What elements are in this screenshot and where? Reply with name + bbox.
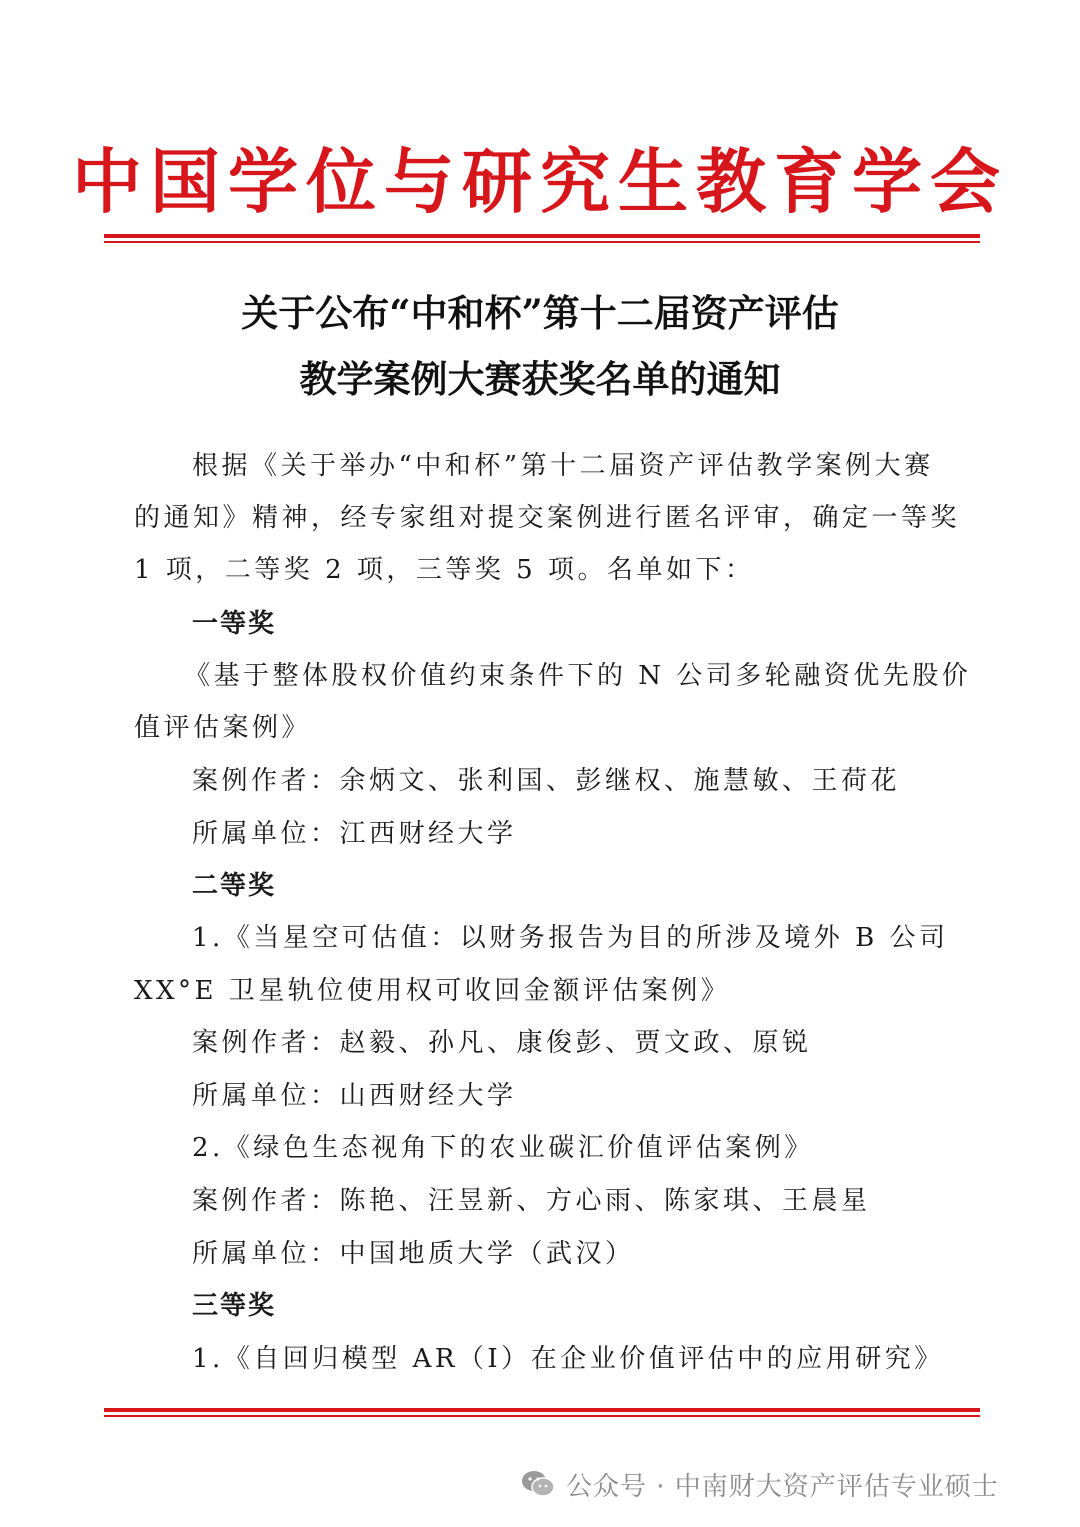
- organization-header: 中国学位与研究生教育学会: [72, 141, 1008, 223]
- document-title-line-2: 教学案例大赛获奖名单的通知: [299, 357, 781, 401]
- first-prize-affiliation: 所属单位：江西财经大学: [192, 819, 517, 849]
- intro-line-2: 的通知》精神，经专家组对提交案例进行匿名评审，确定一等奖: [134, 503, 961, 533]
- first-prize-heading: 一等奖: [192, 609, 277, 639]
- first-prize-authors: 案例作者：余炳文、张利国、彭继权、施慧敏、王荷花: [192, 766, 901, 796]
- second-prize-entry-1-case-line-1: 1.《当星空可估值：以财务报告为目的所涉及境外 B 公司: [192, 923, 949, 953]
- second-prize-heading: 二等奖: [192, 871, 277, 901]
- second-prize-entry-2-authors: 案例作者：陈艳、汪昱新、方心雨、陈家琪、王晨星: [192, 1186, 871, 1216]
- header-red-rule: [104, 234, 980, 244]
- footer-red-rule: [104, 1408, 980, 1418]
- document-title-line-1: 关于公布“中和杯”第十二届资产评估: [241, 291, 839, 335]
- intro-line-1: 根据《关于举办“中和杯”第十二届资产评估教学案例大赛: [192, 451, 934, 481]
- wechat-watermark: [520, 1462, 999, 1506]
- second-prize-entry-1-case-line-2: XX°E 卫星轨位使用权可收回金额评估案例》: [134, 976, 731, 1006]
- first-prize-case-line-2: 值评估案例》: [134, 713, 312, 743]
- second-prize-entry-1-authors: 案例作者：赵毅、孙凡、康俊彭、贾文政、原锐: [192, 1028, 812, 1058]
- intro-line-3: 1 项，二等奖 2 项，三等奖 5 项。名单如下：: [134, 555, 755, 585]
- first-prize-case-line-1: 《基于整体股权价值约束条件下的 N 公司多轮融资优先股价: [184, 661, 972, 691]
- third-prize-entry-1-case-line-1: 1.《自回归模型 AR（I）在企业价值评估中的应用研究》: [192, 1344, 944, 1374]
- wechat-icon: [520, 1469, 556, 1499]
- second-prize-entry-1-affiliation: 所属单位：山西财经大学: [192, 1081, 517, 1111]
- third-prize-heading: 三等奖: [192, 1291, 277, 1321]
- second-prize-entry-2-affiliation: 所属单位：中国地质大学（武汉）: [192, 1239, 635, 1269]
- watermark-text: 公众号 · 中南财大资产评估专业硕士: [566, 1471, 999, 1502]
- second-prize-entry-2-case-line-1: 2.《绿色生态视角下的农业碳汇价值评估案例》: [192, 1133, 814, 1163]
